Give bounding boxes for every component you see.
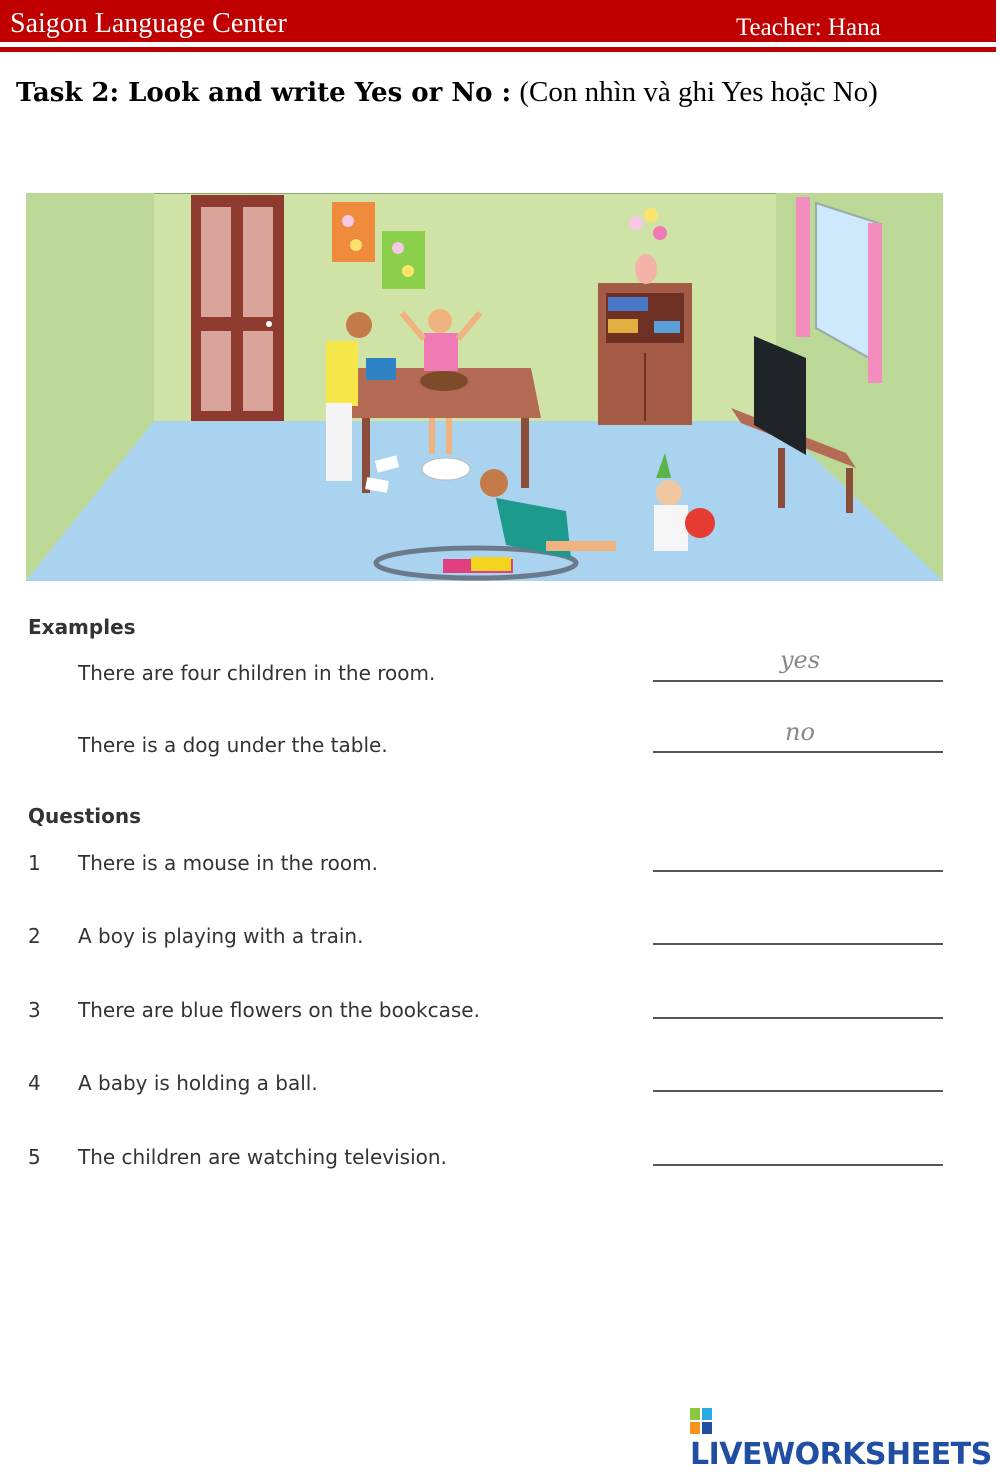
question-number: 3: [28, 998, 41, 1022]
question-answer-field[interactable]: [653, 1131, 947, 1167]
brand-name: LIVEWORKSHEETS: [690, 1437, 992, 1472]
answer-line: [653, 870, 943, 872]
question-item: [0, 845, 1000, 885]
liveworksheets-logo-icon: [690, 1408, 712, 1434]
answer-line: [653, 943, 943, 945]
example-item: [0, 655, 1000, 695]
question-answer-field[interactable]: [653, 910, 947, 946]
question-number: 2: [28, 924, 41, 948]
teacher-name: Teacher: Hana: [736, 14, 881, 41]
question-answer-field[interactable]: [653, 984, 947, 1020]
example-text: There is a dog under the table.: [78, 733, 388, 757]
liveworksheets-brand: [690, 1402, 1000, 1472]
answer-line: [653, 751, 943, 753]
question-text: There is a mouse in the room.: [78, 851, 378, 875]
question-number: 4: [28, 1071, 41, 1095]
task-vietnamese: (Con nhìn và ghi Yes hoặc No): [519, 76, 878, 108]
questions-heading: Questions: [28, 804, 142, 828]
example-answer-field[interactable]: [653, 642, 947, 678]
example-answer-field[interactable]: [653, 714, 947, 750]
task-instruction: [16, 74, 966, 111]
question-number: 1: [28, 851, 41, 875]
room-illustration: [26, 193, 943, 581]
question-text: A baby is holding a ball.: [78, 1071, 318, 1095]
question-answer-field[interactable]: [653, 837, 947, 873]
question-number: 5: [28, 1145, 41, 1169]
question-text: A boy is playing with a train.: [78, 924, 364, 948]
question-item: [0, 992, 1000, 1032]
answer-line: [653, 1017, 943, 1019]
question-item: [0, 1139, 1000, 1179]
answer-line: [653, 1164, 943, 1166]
school-name: Saigon Language Center: [10, 8, 287, 39]
question-item: [0, 918, 1000, 958]
question-answer-field[interactable]: [653, 1057, 947, 1093]
task-title: Task 2: Look and write Yes or No :: [16, 78, 512, 108]
answer-line: [653, 1090, 943, 1092]
answer-line: [653, 680, 943, 682]
example-item: [0, 727, 1000, 767]
header-bar: [0, 0, 996, 42]
question-text: The children are watching television.: [78, 1145, 447, 1169]
example-text: There are four children in the room.: [78, 661, 436, 685]
examples-heading: Examples: [28, 615, 136, 639]
question-text: There are blue flowers on the bookcase.: [78, 998, 480, 1022]
header-divider: [0, 47, 996, 52]
question-item: [0, 1065, 1000, 1105]
